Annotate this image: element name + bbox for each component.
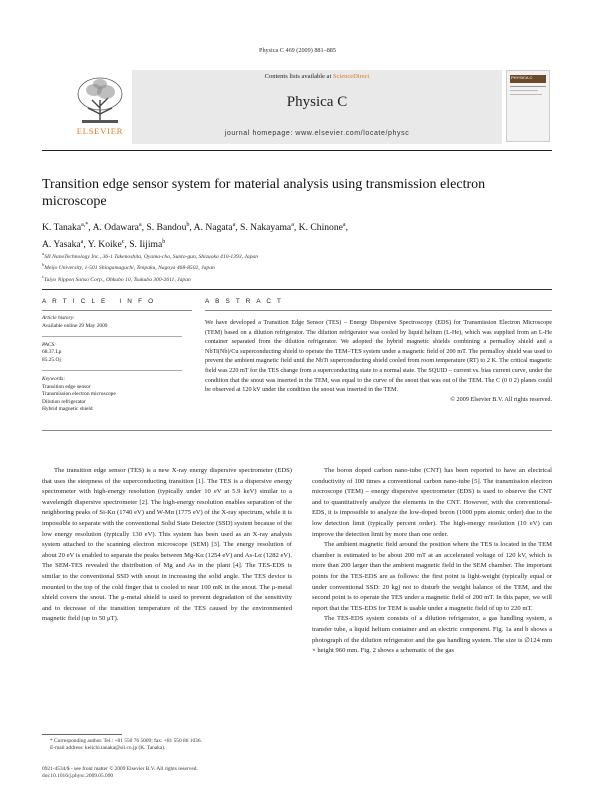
body-paragraph: The boron doped carbon nano-tube (CNT) has been reported to have an electrical conductivity of 100 times a conventional carbon nano-tube [5]. The transmission electron microscope (TEM) – energy dispersive spectrometer (EDS) is used to observe the CNT and to quantitatively analyze the elements in the CNT. However, with the conventional-EDS, it is impossible to analyze the low-doped boron (1000 ppm atomic order) due to the low detection limit (typically percent order). The high-energy resolution (10 eV) can improve the detection limit by more than one order. (312, 467, 552, 538)
affiliation-mark: b (42, 262, 45, 268)
body-right-column (312, 466, 552, 657)
affiliation-mark: c (42, 273, 44, 279)
author-line-2: A. Yasaka$^a$, Y. Koike$^c$, S. Iijima$^b$ (42, 239, 166, 251)
issn-line: 0921-4534/$ - see front matter © 2009 Elsevier B.V. All rights reserved. (42, 766, 198, 772)
sciencedirect-link[interactable]: ScienceDirect (332, 73, 370, 80)
keyword: Transmission electron microscope (42, 391, 116, 398)
journal-title-box (132, 70, 502, 144)
author-affiliation-mark: b (186, 222, 190, 228)
info-rule (42, 310, 192, 311)
contents-prefix: Contents lists available at (264, 73, 333, 80)
contents-line (132, 73, 502, 80)
keywords-list (42, 384, 192, 414)
cover-title: PHYSICA C (511, 75, 533, 80)
author-name: A. Nagata (193, 222, 233, 234)
affiliation-item (42, 250, 552, 261)
doi-line[interactable]: doi:10.1016/j.physc.2009.05.090 (42, 773, 114, 780)
author-email[interactable]: E-mail address: keiichi.tanaka@sii.co.jp (K. Tanaka). (50, 745, 166, 752)
author-name: S. Iijima (129, 239, 163, 251)
author-affiliation-mark: a (342, 222, 346, 228)
author-list (42, 218, 552, 252)
author-name: Y. Koike (87, 239, 122, 251)
affiliations (42, 250, 552, 284)
header-rule (42, 150, 552, 151)
affiliation-mark: a (42, 251, 45, 256)
journal-title: Physica C (286, 94, 348, 110)
author-name: K. Tanaka (42, 222, 82, 234)
affiliation-item (42, 261, 552, 272)
keyword: Hybrid magnetic shield (42, 406, 93, 413)
history-label: Article history: (42, 315, 75, 321)
author-affiliation-mark: a (232, 222, 236, 228)
body-left-column (42, 466, 292, 625)
author-affiliation-mark: a (80, 239, 84, 246)
footnote-rule (42, 734, 122, 735)
author-affiliation-mark: b (162, 239, 166, 246)
corresponding-author: * Corresponding author. Tel.: +81 550 76 5009; fax: +81 550 86 1036. (50, 738, 202, 744)
abstract-text: We have developed a Transition Edge Sensor (TES) – Energy Dispersive Spectroscopy (EDS) for Transmission Electron Microscope (TEM) based on a dilution refrigerator. The dilution refrigerator was cooled by liquid helium (L-He), which was supplied from an L-He container separated from the dilution refrigerator. We adopted the hybrid magnetic shields combining a permalloy shield and a NbTi(Nb)/Cu superconducting shield to operate the TEM–TES system under a magnetic field of 200 mT. The permalloy shield was used to prevent the ambient magnetic field until the NbTi superconducting shield cooled from room temperature (RT) to 2 K. The critical magnetic field was 220 mT for the TES change from a superconducting state to a normal state. The SQUID – current vs. bias current curve, under the condition that the snout was inserted in the TEM, was equal to the curve of the snout that was out of the TEM. The C (0 0 2) planes could be observed at 120 kV under the condition the snout was inserted in the TEM. (205, 319, 552, 394)
author-affiliation-mark: a (138, 222, 142, 228)
author-affiliation-mark: a (291, 222, 294, 228)
body-paragraph: The ambient magnetic field around the position where the TES is located in the TEM chamber is estimated to be about 200 mT at an accelerated voltage of 120 kV, which is more than 200 larger than the ambient magnetic field in the SEM chamber. The important points for the TES-EDS are as follows: the first point is light-weight (typically equal or under conventional SSD: 20 kg) not to disturb the weight balance of the TEM, and the second point is to operate the TES under a magnetic field of 200 mT. In this paper, we will report that the TES-EDS for TEM is usable under a magnetic field of up to 220 mT. (312, 541, 552, 612)
body-paragraph: The TES-EDS system consists of a dilution refrigerator, a gas handling system, a transfer tube, a liquid helium container and an electric component. Fig. 1a and b shows a photograph of the dilution refrigerator and the gas handling system. The size is ∅124 mm × height 960 mm. Fig. 2 shows a schematic of the gas (312, 615, 552, 655)
affiliation-item (42, 273, 552, 284)
author-line-1: K. Tanaka$^{a,*}$, A. Odawara$^a$, S. Bandou$^b$, A. Nagata$^a$, S. Nakayama$^a$, K. Chinone$^a$, (42, 222, 348, 234)
pacs-code: 68.37.Lp (42, 349, 62, 356)
abstract (205, 318, 552, 404)
pacs-list (42, 349, 192, 364)
author-name: S. Nakayama (240, 222, 292, 234)
pacs-label: PACS: (42, 341, 56, 348)
publisher-name: ELSEVIER (76, 126, 124, 136)
journal-cover-thumbnail (506, 70, 550, 142)
author-affiliation-mark: a,* (81, 222, 89, 228)
author-name: A. Yasaka (42, 239, 81, 251)
citation-line: Physica C 469 (2009) 881–885 (259, 47, 336, 54)
journal-homepage[interactable]: journal homepage: www.elsevier.com/locate/physc (224, 130, 410, 137)
body-paragraph: The transition edge sensor (TES) is a new X-ray energy dispersive spectrometer (EDS) that uses the steepness of the superconducting transition [1]. The TES is a dispersive energy spectrometer with high-energy resolution (typically under 10 eV at 5.9 keV) similar to a wavelength dispersive spectrometer [2]. The high-energy resolution enables separation of the neighboring peaks of Si-Kα (1740 eV) and W-Mα (1775 eV) of the X-ray spectrum, while it is impossible to separate with the conventional Solid State Detector (SSD) system because of the low energy resolution (typically 130 eV). This system has been used as an X-ray analysis system attached to the scanning electron microscope (SEM) [3]. The energy resolution of about 20 eV is enabled to separate the peaks between Mg-Kα (1254 eV) and As-Lα (1282 eV). The SEM-TES revealed the distribution of Mg and As in the plant [4]. The TES-EDS is similar to the conventional SSD with snout in increasing the solid angle. The TES device is mounted to the top of the cold finger that is cooled to near 100 mK in the snout. The μ-metal shield covers the snout. The μ-metal shield is used to prevent degradation of the sensitivity and to decrease of the transition temperature of the TES caused by the environmented magnetic field (up to 50 μT). (42, 467, 292, 623)
paper-title: Transition edge sensor system for material analysis using transmission electron microscope (42, 177, 486, 209)
pacs-code: 85.25.Oj (42, 356, 61, 363)
author-affiliation-mark: c (121, 239, 125, 246)
history-value: Available online 29 May 2009 (42, 322, 108, 329)
affiliation-text: Taiyo Nippon Sanso Corp., Ohkubo 10, Tsukuba 300-2611, Japan (44, 276, 191, 283)
copyright-notice: © 2009 Elsevier B.V. All rights reserved. (450, 395, 552, 403)
article-info (42, 315, 192, 420)
article-info-heading: A R T I C L E I N F O (42, 298, 156, 305)
abstract-rule (205, 310, 552, 311)
keywords-label: Keywords: (42, 375, 66, 382)
affiliation-text: SII NanoTechnology Inc., 36-1 Takenoshita, Oyama-cho, Sunto-gun, Shizuoka 410-1393, Japan (44, 253, 259, 260)
author-name: S. Bandou (146, 222, 187, 234)
footnote (42, 738, 302, 753)
elsevier-logo (70, 70, 130, 136)
affiliation-text: Meijo University, 1-501 Shiogamaguchi, Tenpaku, Nagoya 468-8502, Japan (44, 265, 215, 272)
section-rule (42, 289, 552, 290)
author-name: K. Chinone (298, 222, 343, 234)
keyword: Transition edge sensor (42, 383, 91, 390)
issn-doi (42, 766, 302, 781)
abstract-bottom-rule (42, 430, 552, 431)
author-name: A. Odawara (92, 222, 139, 234)
journal-header (70, 70, 504, 144)
keyword: Dilution refrigerator (42, 398, 86, 405)
abstract-heading: A B S T R A C T (205, 298, 284, 305)
